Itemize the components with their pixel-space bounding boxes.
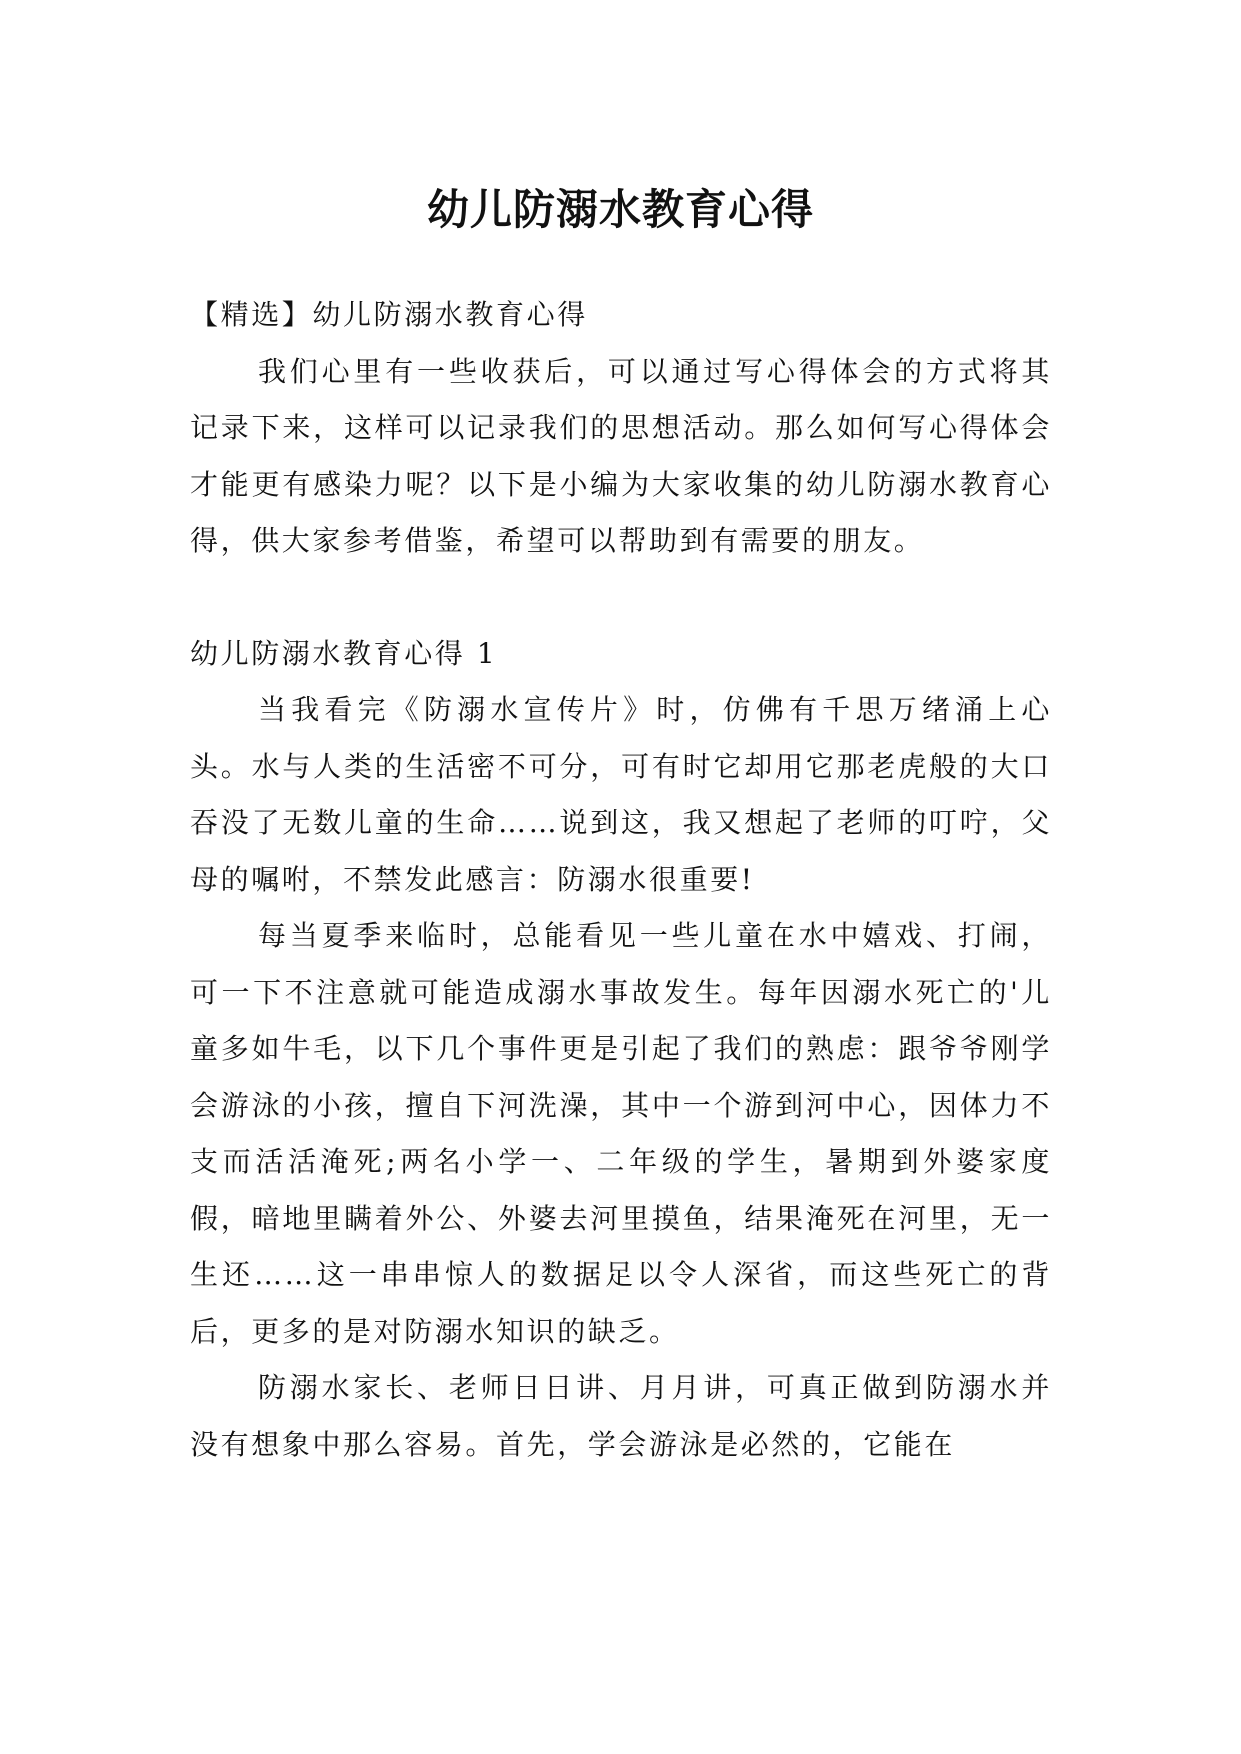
- document-body: [190, 287, 1052, 1473]
- body-paragraph-3: 防溺水家长、老师日日讲、月月讲，可真正做到防溺水并没有想象中那么容易。首先，学会游泳是必然的，它能在: [190, 1371, 1052, 1461]
- body-paragraph-1: 当我看完《防溺水宣传片》时，仿佛有千思万绪涌上心头。水与人类的生活密不可分，可有时它却用它那老虎般的大口吞没了无数儿童的生命……说到这，我又想起了老师的叮咛，父母的嘱咐，不禁发此感言：防溺水很重要!: [190, 693, 1052, 896]
- body-paragraph-2: 每当夏季来临时，总能看见一些儿童在水中嬉戏、打闹，可一下不注意就可能造成溺水事故发生。每年因溺水死亡的'儿童多如牛毛，以下几个事件更是引起了我们的熟虑：跟爷爷刚学会游泳的小孩，擅自下河洗澡，其中一个游到河中心，因体力不支而活活淹死;两名小学一、二年级的学生，暑期到外婆家度假，暗地里瞒着外公、外婆去河里摸鱼，结果淹死在河里，无一生还……这一串串惊人的数据足以令人深省，而这些死亡的背后，更多的是对防溺水知识的缺乏。: [190, 919, 1052, 1348]
- section-heading: 幼儿防溺水教育心得 1: [190, 636, 498, 670]
- intro-paragraph: 我们心里有一些收获后，可以通过写心得体会的方式将其记录下来，这样可以记录我们的思想活动。那么如何写心得体会才能更有感染力呢？以下是小编为大家收集的幼儿防溺水教育心得，供大家参考借鉴，希望可以帮助到有需要的朋友。: [190, 354, 1052, 557]
- document-title: 幼儿防溺水教育心得: [426, 185, 814, 235]
- lead-line: 【精选】幼儿防溺水教育心得: [190, 298, 588, 331]
